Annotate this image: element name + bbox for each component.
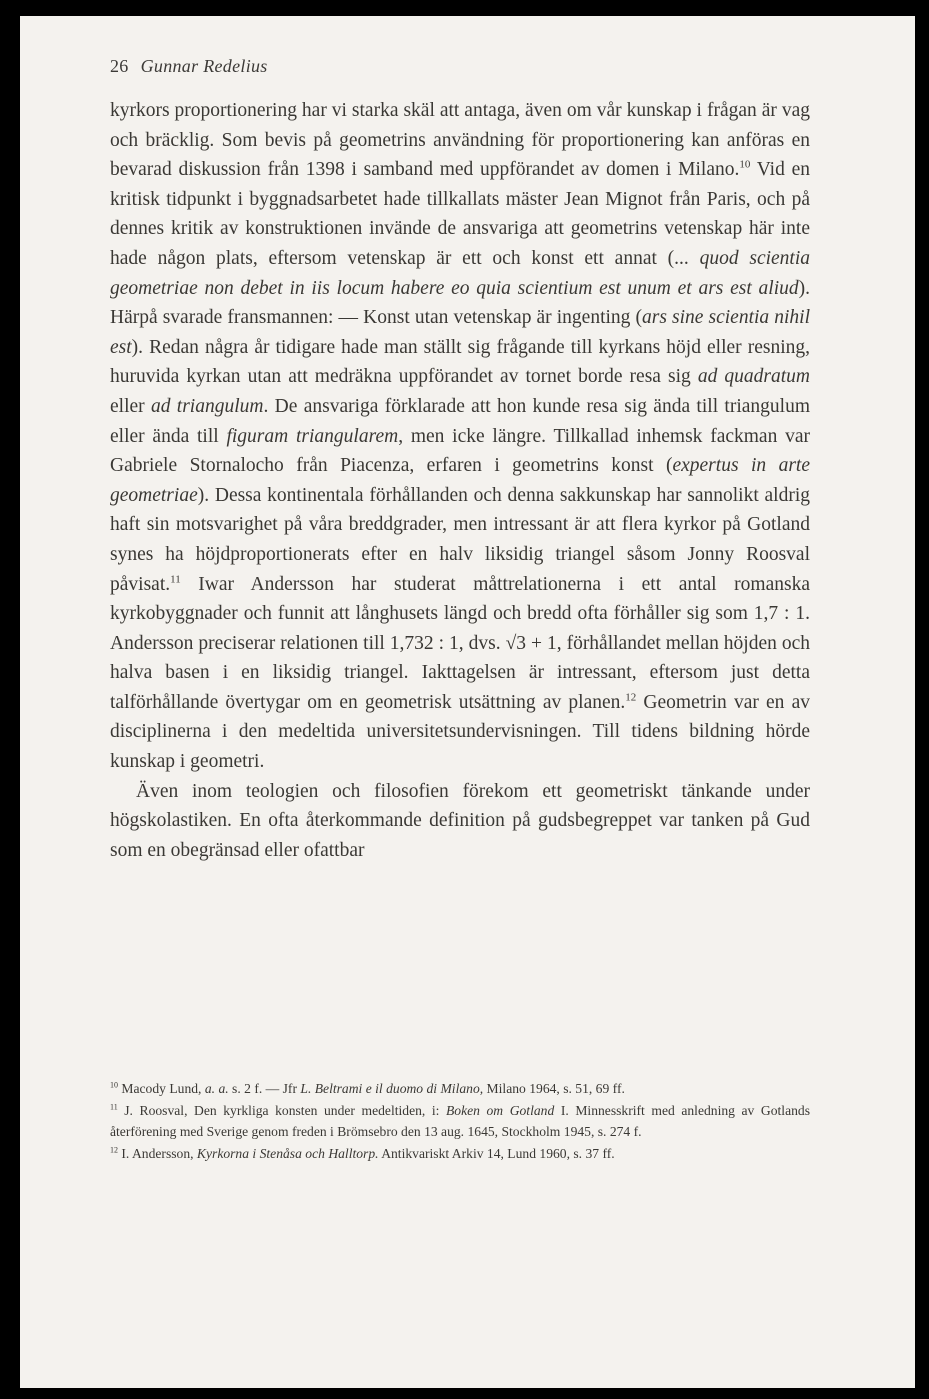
- text-run: kyrkors proportionering har vi starka skäl att antaga, även om vår kunskap i frågan är vag och bräcklig. Som bevis på geometrins användning för proportionering kan anföras en bevarad diskussion från 1398 i samband med uppförandet av domen i Milano.: [110, 100, 810, 181]
- footnote-ref-12: 12: [625, 691, 637, 704]
- text-run: I. Andersson,: [118, 1145, 197, 1161]
- text-run: Antikvariskt Arkiv 14, Lund 1960, s. 37 ff.: [378, 1145, 615, 1161]
- book-title: Boken om Gotland: [445, 1102, 555, 1118]
- running-author: Gunnar Redelius: [140, 56, 268, 76]
- footnote-number: 12: [110, 1144, 118, 1154]
- paragraph-1: [110, 96, 810, 777]
- book-title: L. Beltrami e il duomo di Milano,: [300, 1081, 484, 1096]
- text-run: ). Dessa kontinentala förhållanden och denna sakkunskap har sannolikt aldrig haft sin motsvarighet på våra breddgrader, men intressant är att flera kyrkor på Gotland synes ha höjdproportionerats efter en halv liksidig triangel såsom Jonny Roosval påvisat.: [110, 484, 810, 595]
- text-run: Vid en kritisk tidpunkt i byggnadsarbetet hade tillkallats mäster Jean Mignot från Paris, och på dennes kritik av konstruktionen invände de ansvariga att geometrins vetenskap här inte hade någon plats, eftersom vetenskap är ett och konst ett annat (...: [110, 159, 810, 269]
- latin-quote: ars sine scientia nihil est: [110, 307, 810, 358]
- latin-term: expertus in arte geometriae: [110, 455, 810, 506]
- latin-term: figuram triangularem: [226, 425, 399, 447]
- latin-term: ad quadratum: [697, 366, 811, 388]
- footnote-ref-11: 11: [170, 573, 181, 585]
- running-header: [110, 56, 268, 77]
- text-run: I. Minnesskrift med anledning av Gotlands återförening med Sverige genom freden i Brömsebro den 13 aug. 1645, Stockholm 1945, s. 274 f.: [110, 1102, 810, 1139]
- text-run: Geometrin var en av disciplinerna i den medeltida universitetsundervisningen. Till tidens bildning hörde kunskap i geometri.: [110, 691, 810, 773]
- text-run: Iwar Andersson har studerat måttrelationerna i ett antal romanska kyrkobyggnader och funnit att långhusets längd och bredd ofta förhåller sig som 1,7 : 1. Andersson preciserar relationen till 1,732 : 1, dvs. √3 + 1, förhållandet mellan höjden och halva basen i en liksidig triangel. Iakttagelsen är intressant, eftersom just detta talförhållande övertygar om en geometrisk utsättning av planen.: [110, 573, 810, 713]
- text-run: ). Redan några år tidigare hade man ställt sig frågande till kyrkans höjd eller resning, huruvida kyrkan utan att medräkna uppförandet av tornet borde resa sig: [110, 336, 810, 388]
- footnote-ref-10: 10: [739, 158, 751, 171]
- text-run: ). Härpå svarade fransmannen: — Konst utan vetenskap är ingenting (: [110, 277, 810, 329]
- footnote-11: [110, 1100, 810, 1143]
- footnote-number: 10: [110, 1080, 118, 1090]
- book-page: [20, 16, 915, 1388]
- text-run: . De ansvariga förklarade att hon kunde resa sig ända till triangulum eller ända till: [110, 395, 810, 447]
- text-run: eller: [110, 395, 151, 417]
- book-title: Kyrkorna i Stenåsa och Halltorp.: [196, 1145, 379, 1161]
- text-run: J. Roosval, Den kyrkliga konsten under medeltiden, i:: [117, 1102, 446, 1118]
- footnote-number: 11: [110, 1101, 118, 1111]
- paragraph-2: Även inom teologien och filosofien förekom ett geometriskt tänkande under högskolastiken. En ofta återkommande definition på gudsbegreppet var tanken på Gud som en obegränsad eller ofattbar: [110, 780, 810, 861]
- footnotes: [110, 1078, 810, 1164]
- text-run: s. 2 f. — Jfr: [228, 1081, 301, 1096]
- latin-quote: quod scientia geometriae non debet in iis locum habere eo quia scientium est unum et ars est aliud: [110, 247, 811, 299]
- page-number: 26: [110, 56, 129, 76]
- text-run: Macody Lund,: [118, 1081, 205, 1096]
- text-run: Milano 1964, s. 51, 69 ff.: [483, 1081, 625, 1096]
- latin-term: ad triangulum: [150, 395, 264, 417]
- footnote-10: [110, 1078, 810, 1100]
- footnote-12: [110, 1143, 810, 1165]
- text-run: , men icke längre. Tillkallad inhemsk fackman var Gabriele Stornalocho från Piacenza, erfaren i geometrins konst (: [110, 425, 811, 477]
- body-text: [110, 96, 810, 865]
- text-run: a. a.: [204, 1081, 229, 1096]
